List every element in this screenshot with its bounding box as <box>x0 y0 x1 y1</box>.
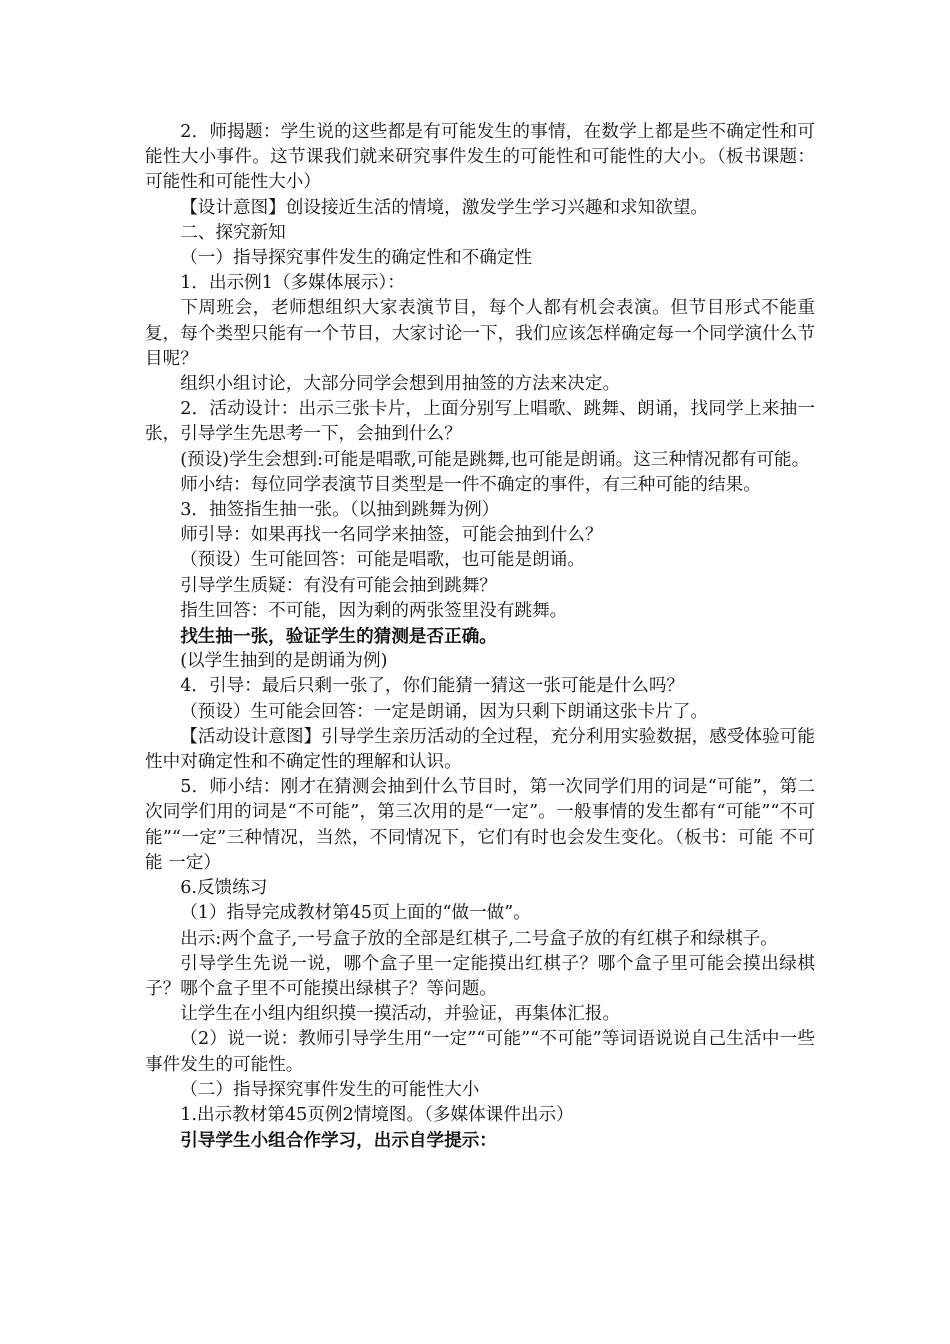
subsection-heading: （二）指导探究事件发生的可能性大小 <box>180 1079 480 1100</box>
paragraph: (预设)学生会想到:可能是唱歌,可能是跳舞,也可能是朗诵。这三种情况都有可能。 <box>180 449 810 470</box>
paragraph: （1）指导完成教材第45页上面的“做一做”。 <box>180 903 531 924</box>
section-heading: 二、探究新知 <box>180 222 286 243</box>
paragraph: 师引导：如果再找一名同学来抽签，可能会抽到什么？ <box>180 525 603 546</box>
paragraph: 引导学生质疑：有没有可能会抽到跳舞？ <box>180 575 497 596</box>
paragraph: 引导学生先说一说，哪个盒子里一定能摸出红棋子？哪个盒子里可能会摸出绿棋子？哪个盒子里不可能摸出绿棋子？等问题。 <box>145 953 815 999</box>
paragraph: （预设）生可能回答：可能是唱歌，也可能是朗诵。 <box>180 550 585 571</box>
paragraph: 下周班会，老师想组织大家表演节目，每个人都有机会表演。但节目形式不能重复，每个类型只能有一个节目，大家讨论一下，我们应该怎样确定每一个同学演什么节目呢？ <box>145 298 815 369</box>
paragraph: 【活动设计意图】引导学生亲历活动的全过程，充分利用实验数据，感受体验可能性中对确定性和不确定性的理解和认识。 <box>145 726 815 773</box>
paragraph: 指生回答：不可能，因为剩的两张签里没有跳舞。 <box>180 600 568 621</box>
paragraph: 4．引导：最后只剩一张了，你们能猜一猜这一张可能是什么吗？ <box>180 676 685 697</box>
subsection-heading: （一）指导探究事件发生的确定性和不确定性 <box>180 248 533 269</box>
paragraph: 6.反馈练习 <box>180 878 268 899</box>
paragraph: (以学生抽到的是朗诵为例) <box>180 651 388 672</box>
paragraph: （2）说一说：教师引导学生用“一定”“可能”“不可能”等词语说说自己生活中一些事件发生的可能性。 <box>145 1029 815 1075</box>
paragraph: 组织小组讨论，大部分同学会想到用抽签的方法来决定。 <box>180 374 621 395</box>
paragraph: 2．活动设计：出示三张卡片，上面分别写上唱歌、跳舞、朗诵，找同学上来抽一张，引导学生先思考一下，会抽到什么？ <box>145 399 815 445</box>
paragraph: 出示:两个盒子,一号盒子放的全部是红棋子,二号盒子放的有红棋子和绿棋子。 <box>180 928 778 949</box>
paragraph: 5．师小结：刚才在猜测会抽到什么节目时，第一次同学们用的词是“可能”，第二次同学们用的词是“不可能”，第三次用的是“一定”。一般事情的发生都有“可能”“不可能”“一定”三种情况，当然，不同情况下，它们有时也会发生变化。（板书：可能 不可能 一定） <box>145 777 815 873</box>
bold-paragraph: 找生抽一张，验证学生的猜测是否正确。 <box>180 626 497 648</box>
paragraph: （预设）生可能会回答：一定是朗诵，因为只剩下朗诵这张卡片了。 <box>180 701 709 722</box>
paragraph: 1.出示教材第45页例2情境图。（多媒体课件出示） <box>180 1104 574 1125</box>
paragraph: 让学生在小组内组织摸一摸活动，并验证，再集体汇报。 <box>180 1004 621 1025</box>
paragraph: 师小结：每位同学表演节目类型是一件不确定的事件，有三种可能的结果。 <box>180 474 761 495</box>
bold-paragraph: 引导学生小组合作学习，出示自学提示： <box>180 1130 497 1152</box>
paragraph: 1．出示例1（多媒体展示）： <box>180 273 405 294</box>
document-body <box>145 120 815 1153</box>
paragraph: 2．师揭题：学生说的这些都是有可能发生的事情，在数学上都是些不确定性和可能性大小事件。这节课我们就来研究事件发生的可能性和可能性的大小。（板书课题：可能性和可能性大小） <box>145 122 815 193</box>
paragraph: 3．抽签指生抽一张。（以抽到跳舞为例） <box>180 500 500 521</box>
paragraph: 【设计意图】创设接近生活的情境，激发学生学习兴趣和求知欲望。 <box>180 197 709 218</box>
